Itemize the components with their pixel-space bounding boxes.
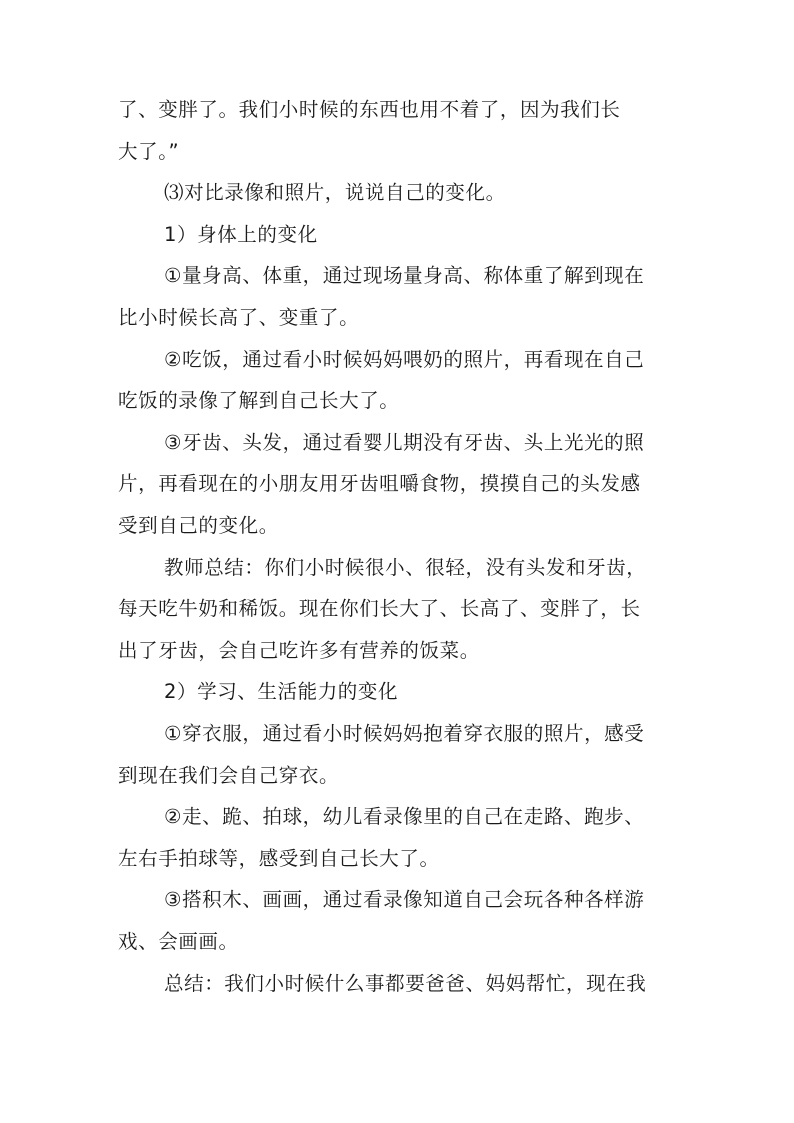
text-line: 出了牙齿，会自己吃许多有营养的饭菜。	[118, 638, 480, 662]
text-line: ①量身高、体重，通过现场量身高、称体重了解到现在	[164, 264, 645, 288]
text-line: 左右手拍球等，感受到自己长大了。	[118, 846, 440, 870]
text-line: 2）学习、生活能力的变化	[164, 680, 399, 704]
text-line: ③搭积木、画画，通过看录像知道自己会玩各种各样游	[164, 888, 645, 912]
text-line: 比小时候长高了、变重了。	[118, 306, 360, 329]
text-line: 每天吃牛奶和稀饭。现在你们长大了、长高了、变胖了，长	[118, 597, 641, 621]
text-line: ③牙齿、头发，通过看婴儿期没有牙齿、头上光光的照	[164, 430, 645, 454]
text-line: ②吃饭，通过看小时候妈妈喂奶的照片，再看现在自己	[164, 347, 645, 371]
text-line: ②走、跪、拍球，幼儿看录像里的自己在走路、跑步、	[164, 805, 645, 829]
text-line: 总结：我们小时候什么事都要爸爸、妈妈帮忙，现在我	[164, 971, 647, 995]
text-line: 戏、会画画。	[118, 930, 239, 953]
text-line: 了、变胖了。我们小时候的东西也用不着了，因为我们长	[118, 98, 621, 121]
text-line: 1）身体上的变化	[164, 222, 318, 246]
text-line: 片，再看现在的小朋友用牙齿咀嚼食物，摸摸自己的头发感	[118, 472, 641, 496]
text-line: ①穿衣服，通过看小时候妈妈抱着穿衣服的照片，感受	[164, 722, 645, 745]
text-line: ⑶对比录像和照片，说说自己的变化。	[164, 181, 506, 205]
text-line: 受到自己的变化。	[118, 514, 279, 537]
text-line: 大了。”	[118, 139, 180, 163]
text-line: 到现在我们会自己穿衣。	[118, 763, 340, 787]
text-line: 教师总结：你们小时候很小、很轻，没有头发和牙齿，	[164, 555, 647, 579]
text-line: 吃饭的录像了解到自己长大了。	[118, 389, 400, 413]
